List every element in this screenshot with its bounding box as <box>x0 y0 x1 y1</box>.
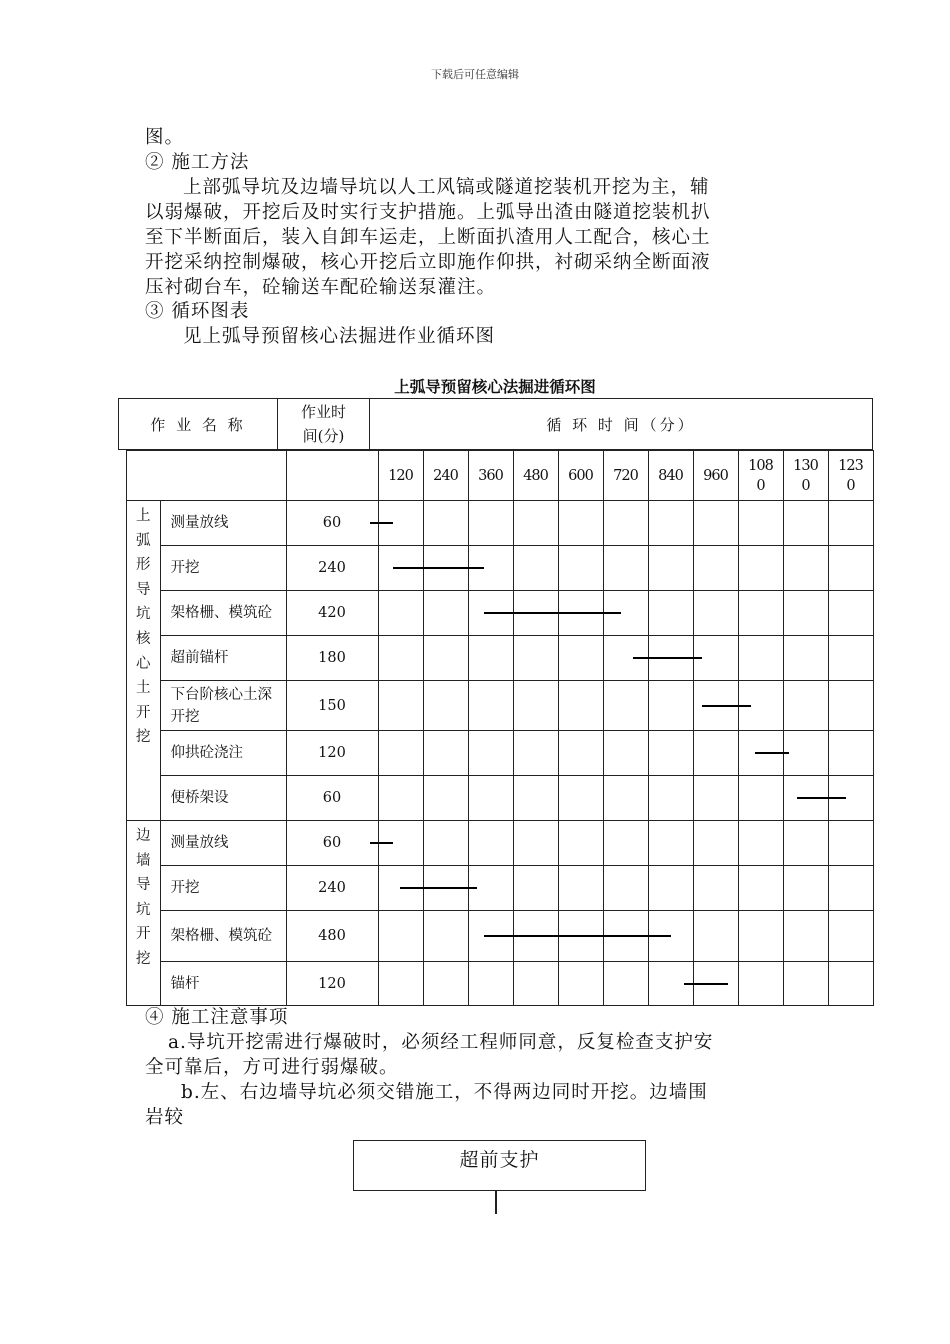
grid-cell <box>378 636 423 681</box>
task-row <box>127 636 874 681</box>
grid-cell <box>378 962 423 1006</box>
gantt-bar <box>755 752 789 754</box>
gantt-bar <box>370 522 393 524</box>
grid-cell <box>693 501 738 546</box>
header-duration <box>278 399 370 450</box>
task-name: 测量放线 <box>160 821 286 866</box>
section4-line: 岩较 <box>145 1107 185 1128</box>
grid-cell <box>828 731 873 776</box>
grid-cell <box>378 681 423 731</box>
grid-cell <box>558 821 603 866</box>
grid-cell <box>378 776 423 821</box>
flowchart-connector <box>495 1190 497 1214</box>
grid-cell <box>423 681 468 731</box>
grid-cell <box>783 546 828 591</box>
grid-cell <box>603 546 648 591</box>
section2-line: 上部弧导坑及边墙导坑以人工风镐或隧道挖装机开挖为主，辅 <box>183 177 710 198</box>
grid-cell <box>513 681 558 731</box>
grid-cell <box>648 501 693 546</box>
task-duration: 240 <box>286 546 378 591</box>
grid-cell <box>603 681 648 731</box>
gantt-bar <box>684 983 728 985</box>
grid-cell <box>693 776 738 821</box>
group-label: 边墙导坑开挖 <box>127 821 161 1006</box>
grid-cell <box>738 866 783 911</box>
section2-line: 开挖采纳控制爆破，核心开挖后立即施作仰拱，衬砌采纳全断面液 <box>145 252 711 273</box>
task-name: 超前锚杆 <box>160 636 286 681</box>
grid-cell <box>513 501 558 546</box>
grid-cell <box>513 821 558 866</box>
grid-cell <box>468 821 513 866</box>
task-name: 锚杆 <box>160 962 286 1006</box>
section2-heading: ② 施工方法 <box>145 152 250 173</box>
grid-cell <box>783 911 828 962</box>
grid-cell <box>783 866 828 911</box>
grid-cell <box>648 821 693 866</box>
grid-cell <box>423 636 468 681</box>
grid-cell <box>558 731 603 776</box>
task-duration: 120 <box>286 962 378 1006</box>
grid-cell <box>558 636 603 681</box>
grid-cell <box>693 591 738 636</box>
tick-label: 1080 <box>738 451 783 501</box>
tick-label: 1230 <box>828 451 873 501</box>
grid-cell <box>648 546 693 591</box>
flowchart-box: 超前支护 <box>353 1140 646 1191</box>
task-duration: 480 <box>286 911 378 962</box>
tick-label: 360 <box>468 451 513 501</box>
grid-cell <box>693 821 738 866</box>
task-name: 测量放线 <box>160 501 286 546</box>
task-duration: 120 <box>286 731 378 776</box>
grid-cell <box>513 962 558 1006</box>
grid-cell <box>828 911 873 962</box>
header-cycle: 循 环 时 间（分） <box>370 399 873 450</box>
grid-cell <box>648 681 693 731</box>
grid-cell <box>738 501 783 546</box>
grid-cell <box>558 681 603 731</box>
intro-tail: 图。 <box>145 127 185 148</box>
gantt-bar <box>484 612 621 614</box>
blank-cell <box>127 451 287 501</box>
header-task: 作 业 名 称 <box>119 399 278 450</box>
grid-cell <box>558 866 603 911</box>
gantt-table <box>126 450 874 1006</box>
grid-cell <box>513 636 558 681</box>
task-row <box>127 866 874 911</box>
tick-label: 720 <box>603 451 648 501</box>
grid-cell <box>828 962 873 1006</box>
grid-cell <box>738 911 783 962</box>
tick-label: 480 <box>513 451 558 501</box>
gantt-bar <box>393 567 484 569</box>
section3-line: 见上弧导预留核心法掘进作业循环图 <box>183 326 496 347</box>
grid-cell <box>468 962 513 1006</box>
grid-cell <box>423 776 468 821</box>
grid-cell <box>783 591 828 636</box>
header-duration-text: 作业时间(分) <box>300 403 346 445</box>
grid-cell <box>558 546 603 591</box>
grid-cell <box>648 731 693 776</box>
grid-cell <box>828 636 873 681</box>
grid-cell <box>693 866 738 911</box>
grid-cell <box>783 681 828 731</box>
grid-cell <box>783 821 828 866</box>
chart-title: 上弧导预留核心法掘进循环图 <box>394 378 596 396</box>
section4-heading: ④ 施工注意事项 <box>145 1007 289 1028</box>
grid-cell <box>468 776 513 821</box>
gantt-bar <box>400 887 476 889</box>
grid-cell <box>828 591 873 636</box>
task-name: 架格栅、模筑砼 <box>160 911 286 962</box>
grid-cell <box>423 591 468 636</box>
grid-cell <box>423 501 468 546</box>
grid-cell <box>558 962 603 1006</box>
section4-line: 全可靠后，方可进行弱爆破。 <box>145 1057 399 1078</box>
task-row <box>127 546 874 591</box>
grid-cell <box>468 731 513 776</box>
tick-label: 240 <box>423 451 468 501</box>
task-row <box>127 681 874 731</box>
task-row <box>127 962 874 1006</box>
grid-cell <box>783 501 828 546</box>
grid-cell <box>783 636 828 681</box>
task-duration: 420 <box>286 591 378 636</box>
grid-cell <box>693 546 738 591</box>
task-duration: 150 <box>286 681 378 731</box>
grid-cell <box>558 501 603 546</box>
section2-line: 至下半断面后，装入自卸车运走，上断面扒渣用人工配合，核心土 <box>145 227 711 248</box>
grid-cell <box>693 911 738 962</box>
task-name: 下台阶核心土深开挖 <box>160 681 286 731</box>
grid-cell <box>603 776 648 821</box>
grid-cell <box>423 962 468 1006</box>
tick-label: 600 <box>558 451 603 501</box>
grid-cell <box>513 776 558 821</box>
task-name: 开挖 <box>160 866 286 911</box>
grid-cell <box>828 821 873 866</box>
grid-cell <box>648 776 693 821</box>
grid-cell <box>648 866 693 911</box>
grid-cell <box>423 911 468 962</box>
task-name: 便桥架设 <box>160 776 286 821</box>
task-duration: 60 <box>286 821 378 866</box>
grid-cell <box>558 776 603 821</box>
grid-cell <box>828 501 873 546</box>
gantt-bar <box>484 935 671 937</box>
grid-cell <box>828 866 873 911</box>
grid-cell <box>513 546 558 591</box>
grid-cell <box>603 731 648 776</box>
grid-cell <box>423 821 468 866</box>
task-row <box>127 501 874 546</box>
chart-header-table <box>118 398 873 450</box>
grid-cell <box>378 731 423 776</box>
grid-cell <box>513 866 558 911</box>
task-name: 架格栅、模筑砼 <box>160 591 286 636</box>
gantt-bar <box>633 657 702 659</box>
grid-cell <box>378 911 423 962</box>
grid-cell <box>783 962 828 1006</box>
task-duration: 240 <box>286 866 378 911</box>
grid-cell <box>693 731 738 776</box>
grid-cell <box>603 962 648 1006</box>
page-header: 下载后可任意编辑 <box>431 68 519 81</box>
grid-cell <box>783 731 828 776</box>
section4-line: a.导坑开挖需进行爆破时，必须经工程师同意，反复检查支护安 <box>168 1032 714 1053</box>
grid-cell <box>738 591 783 636</box>
tick-label: 960 <box>693 451 738 501</box>
grid-cell <box>828 681 873 731</box>
grid-cell <box>603 866 648 911</box>
section4-line: b.左、右边墙导坑必须交错施工，不得两边同时开挖。边墙围 <box>181 1082 708 1103</box>
group-label: 上弧形导坑核心土开挖 <box>127 501 161 821</box>
grid-cell <box>468 501 513 546</box>
task-duration: 60 <box>286 776 378 821</box>
task-name: 仰拱砼浇注 <box>160 731 286 776</box>
section2-line: 以弱爆破，开挖后及时实行支护措施。上弧导出渣由隧道挖装机扒 <box>145 202 711 223</box>
task-row <box>127 821 874 866</box>
gantt-bar <box>702 705 752 707</box>
grid-cell <box>378 591 423 636</box>
grid-cell <box>603 501 648 546</box>
grid-cell <box>513 731 558 776</box>
gantt-bar <box>797 797 847 799</box>
task-duration: 180 <box>286 636 378 681</box>
grid-cell <box>738 546 783 591</box>
task-row <box>127 776 874 821</box>
section3-heading: ③ 循环图表 <box>145 301 250 322</box>
task-duration: 60 <box>286 501 378 546</box>
task-name: 开挖 <box>160 546 286 591</box>
tick-row <box>127 451 874 501</box>
tick-label: 840 <box>648 451 693 501</box>
tick-label: 1300 <box>783 451 828 501</box>
grid-cell <box>603 821 648 866</box>
blank-cell <box>286 451 378 501</box>
grid-cell <box>738 636 783 681</box>
grid-cell <box>468 636 513 681</box>
grid-cell <box>738 776 783 821</box>
tick-label: 120 <box>378 451 423 501</box>
grid-cell <box>828 546 873 591</box>
grid-cell <box>738 821 783 866</box>
gantt-bar <box>370 842 393 844</box>
grid-cell <box>423 731 468 776</box>
section2-line: 压衬砌台车，砼输送车配砼输送泵灌注。 <box>145 277 497 298</box>
grid-cell <box>468 681 513 731</box>
grid-cell <box>738 962 783 1006</box>
grid-cell <box>648 591 693 636</box>
